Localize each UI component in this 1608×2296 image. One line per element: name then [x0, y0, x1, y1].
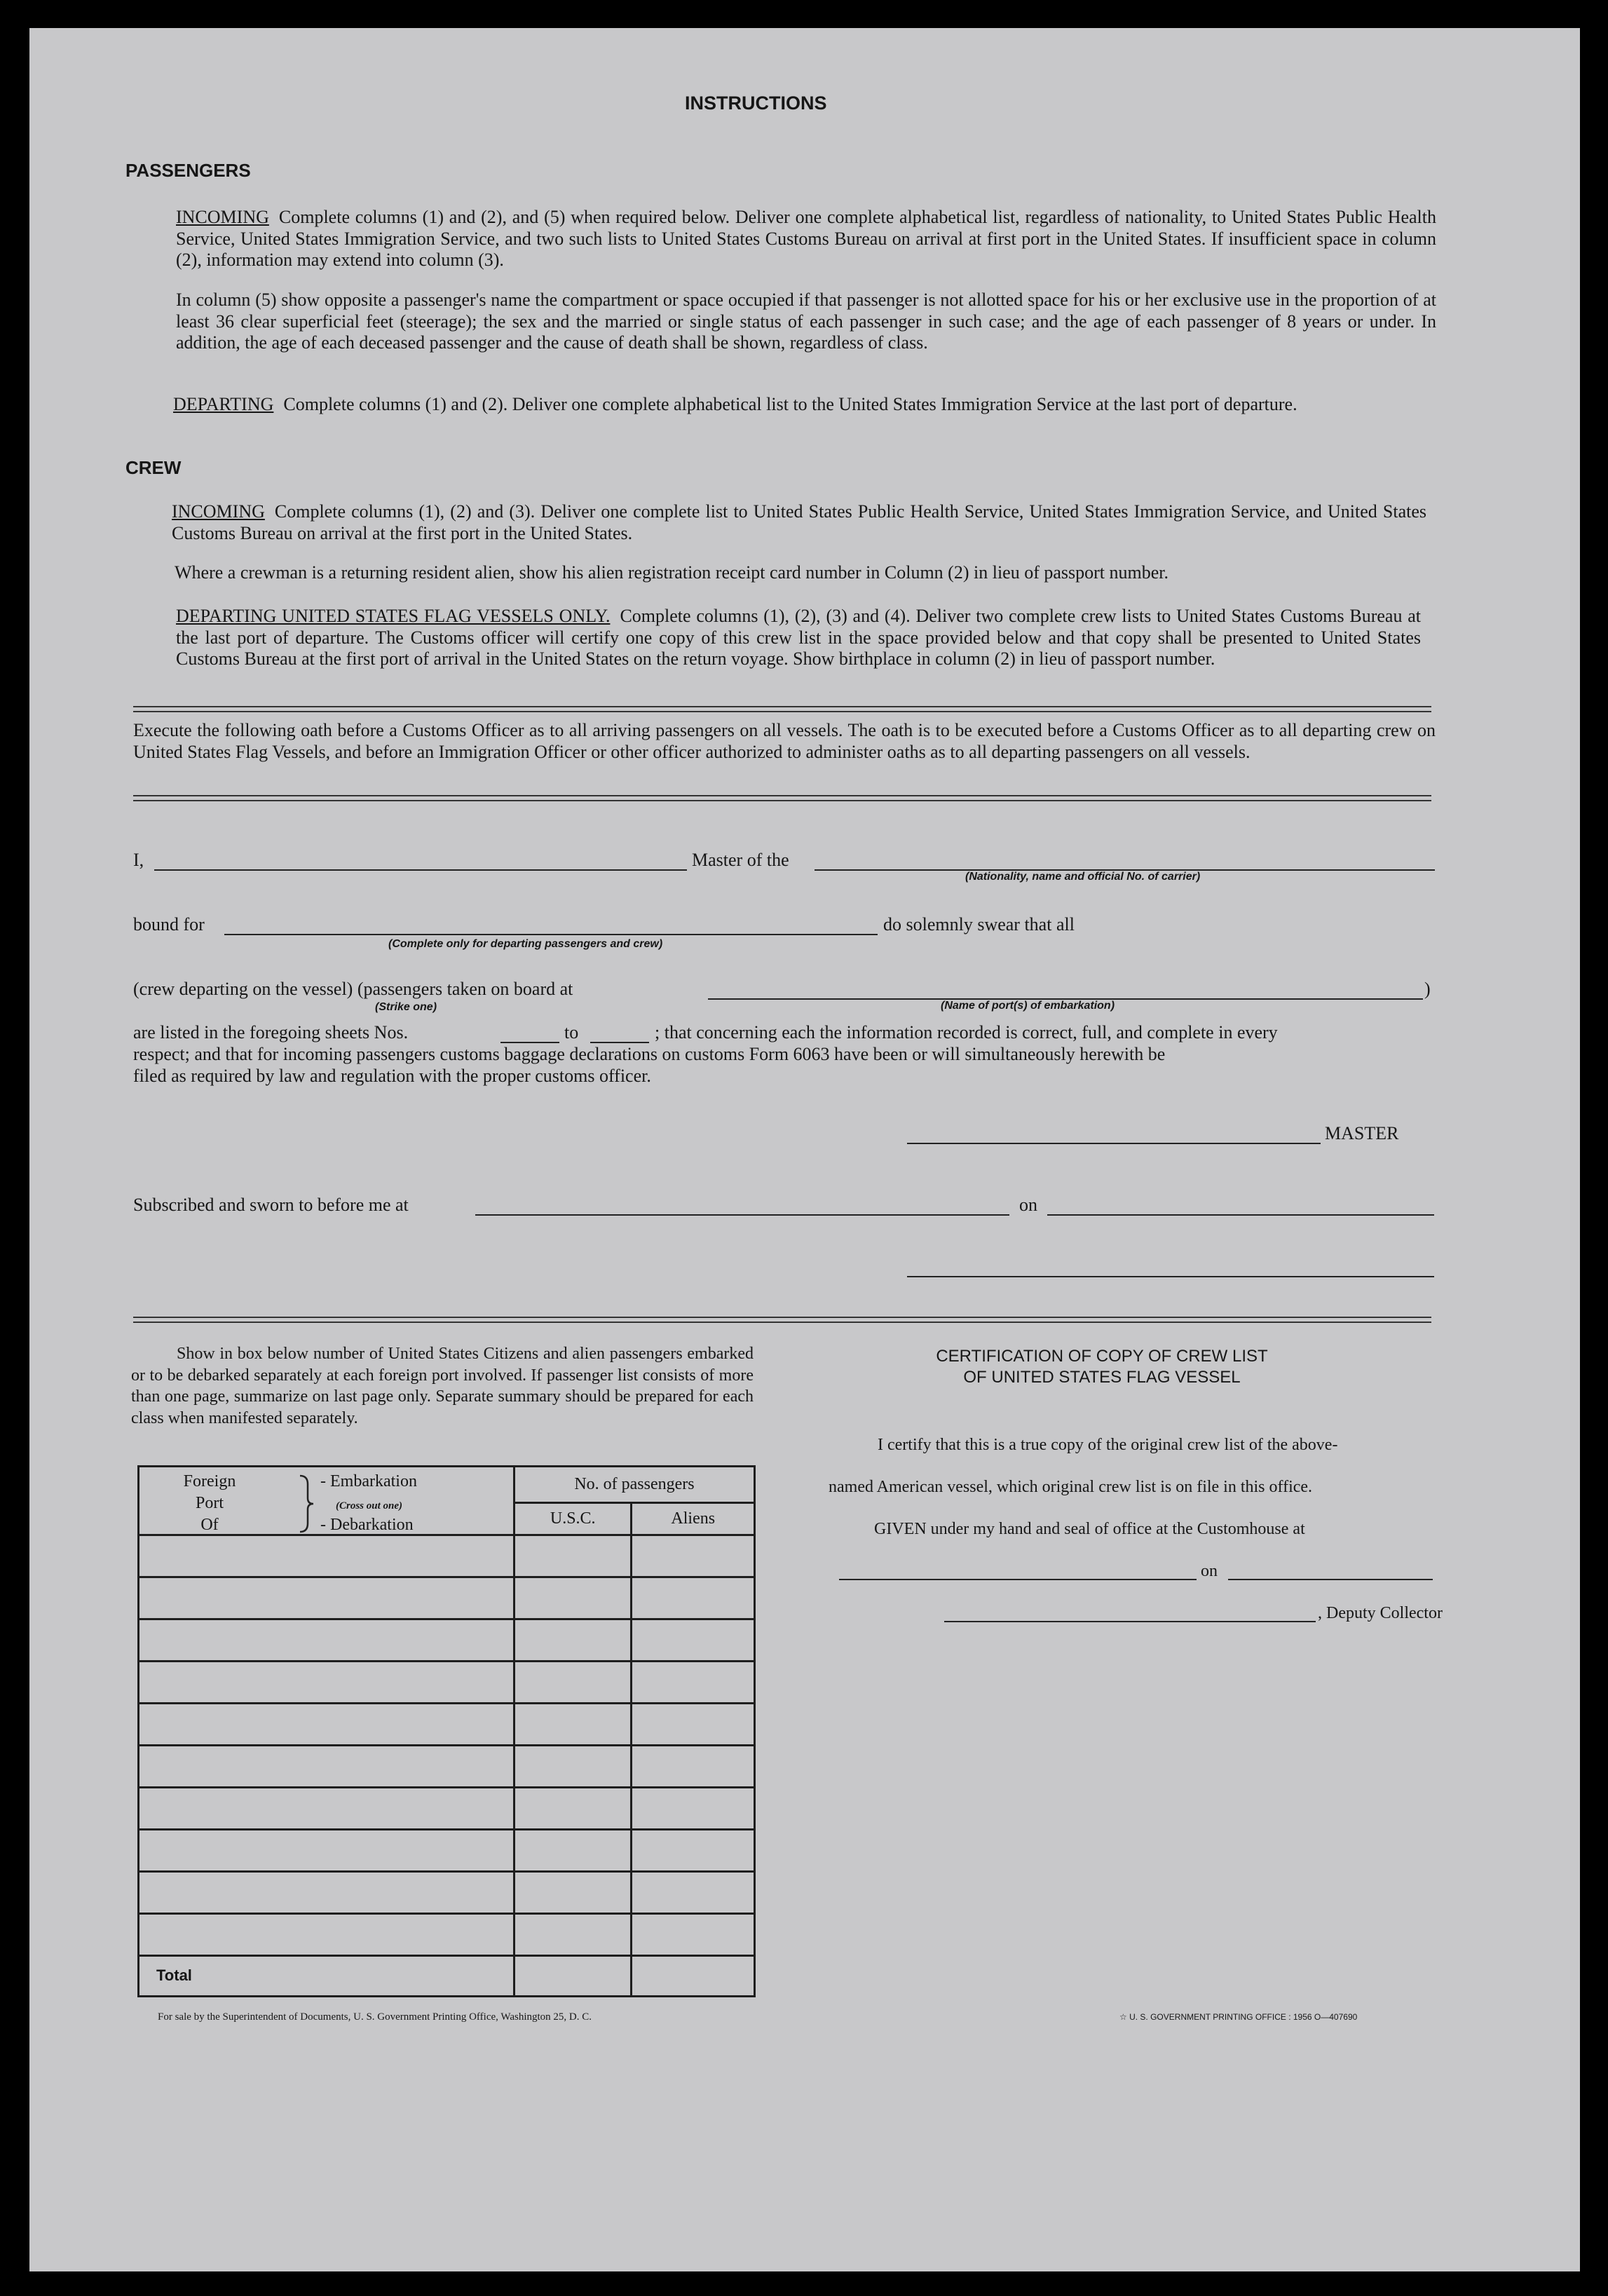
certification-given: GIVEN under my hand and seal of office at the Customhouse at	[874, 1520, 1305, 1538]
table-row	[139, 1788, 755, 1830]
certification-on-label: on	[1201, 1562, 1218, 1580]
crew-incoming-block	[172, 501, 1426, 544]
usc-cell[interactable]	[514, 1914, 632, 1956]
close-paren: )	[1424, 979, 1431, 999]
bound-caption: (Complete only for departing passengers and crew)	[388, 938, 663, 950]
subscribed-label: Subscribed and sworn to before me at	[133, 1195, 409, 1215]
certification-title-2: OF UNITED STATES FLAG VESSEL	[963, 1368, 1241, 1387]
passengers-column5-text: In column (5) show opposite a passenger's name the compartment or space occupied if that passenger is not allotted space for his or her exclusive use in the proportion of at least 36 clear superficial feet (steerage); the sex and the married or single status of each passenger in such case; and the age of each passenger of 8 years or under. In addition, the age of each deceased passenger and the cause of death shall be shown, regardless of class.	[176, 290, 1436, 353]
aliens-cell[interactable]	[632, 1746, 755, 1788]
passengers-incoming-text: Complete columns (1) and (2), and (5) when required below. Deliver one complete alphabetical list, regardless of nationality, to United States Public Health Service, United States Immigration Service, and two such lists to United States Customs Bureau on arrival at first port in the United States. If insufficient space in column (2), information may extend into column (3).	[176, 207, 1436, 270]
crew-heading: CREW	[125, 457, 182, 478]
table-row	[139, 1746, 755, 1788]
crew-incoming-text: Complete columns (1), (2) and (3). Deliver one complete list to United States Public Health Service, United States Immigration Service, and United States Customs Bureau on arrival at the first port in the United States.	[172, 501, 1426, 543]
bound-for-label: bound for	[133, 914, 205, 935]
sworn-place-field[interactable]	[475, 1214, 1009, 1216]
aliens-cell[interactable]	[632, 1914, 755, 1956]
to-label: to	[564, 1022, 579, 1042]
certification-date-field[interactable]	[1228, 1579, 1433, 1580]
crew-departing-label: DEPARTING UNITED STATES FLAG VESSELS ONLY.	[176, 606, 611, 626]
total-label: Total	[156, 1966, 192, 1984]
section-divider	[133, 706, 1431, 712]
aliens-cell[interactable]	[632, 1619, 755, 1662]
crew-resident-text: Where a crewman is a returning resident alien, show his alien registration receipt card number in Column (2) in lieu of passport number.	[175, 562, 1169, 583]
officer-signature-field[interactable]	[907, 1276, 1434, 1277]
usc-cell[interactable]	[514, 1788, 632, 1830]
passengers-incoming-label: INCOMING	[176, 207, 269, 227]
table-row	[139, 1662, 755, 1704]
table-row	[139, 1830, 755, 1872]
form-sheet	[29, 28, 1580, 2271]
crew-passengers-label: (crew departing on the vessel) (passengers taken on board at	[133, 979, 573, 999]
port-cell[interactable]	[139, 1535, 515, 1577]
sworn-date-field[interactable]	[1047, 1214, 1434, 1216]
usc-cell[interactable]	[514, 1535, 632, 1577]
sheet-from-field[interactable]	[500, 1042, 559, 1043]
passengers-departing-text: Complete columns (1) and (2). Deliver one complete alphabetical list to the United States Immigration Service at the last port of departure.	[283, 394, 1297, 414]
aliens-cell[interactable]	[632, 1704, 755, 1746]
foreign-port-header	[139, 1467, 515, 1535]
usc-cell[interactable]	[514, 1704, 632, 1746]
of-label: Of	[200, 1516, 219, 1534]
oath-instructions: Execute the following oath before a Customs Officer as to all arriving passengers on all vessels. The oath is to be executed before a Customs Officer as to all departing crew on United States Flag Vessels, and before an Immigration Officer or other officer authorized to administer oaths as to all departing passengers on all vessels.	[133, 720, 1436, 762]
usc-cell[interactable]	[514, 1619, 632, 1662]
table-row	[139, 1577, 755, 1619]
port-label: Port	[195, 1494, 224, 1512]
aliens-header: Aliens	[632, 1503, 755, 1535]
listed-continued: ; that concerning each the information recorded is correct, full, and complete in every	[655, 1022, 1278, 1042]
table-row	[139, 1914, 755, 1956]
usc-cell[interactable]	[514, 1577, 632, 1619]
aliens-cell[interactable]	[632, 1830, 755, 1872]
port-cell[interactable]	[139, 1830, 515, 1872]
passengers-departing-label: DEPARTING	[173, 394, 274, 414]
embarkation-label: - Embarkation	[320, 1472, 417, 1490]
page-title: INSTRUCTIONS	[685, 93, 827, 114]
aliens-cell[interactable]	[632, 1535, 755, 1577]
cross-out-caption: (Cross out one)	[336, 1500, 403, 1512]
strike-one-caption: (Strike one)	[375, 1001, 437, 1013]
passengers-heading: PASSENGERS	[125, 160, 251, 181]
footer-printing-office: ☆ U. S. GOVERNMENT PRINTING OFFICE : 1956 O—407690	[1119, 2012, 1358, 2022]
total-usc-cell[interactable]	[514, 1956, 632, 1997]
section-divider	[133, 1317, 1431, 1323]
swear-label: do solemnly swear that all	[883, 914, 1075, 935]
master-of-label: Master of the	[692, 850, 789, 870]
summary-instructions: Show in box below number of United States Citizens and alien passengers embarked or to be debarked separately at each foreign port involved. If passenger list consists of more than one page, summarize on last page only. Separate summary should be prepared for each class when manifested separately.	[131, 1345, 754, 1427]
usc-cell[interactable]	[514, 1746, 632, 1788]
passenger-summary-table	[137, 1465, 756, 1997]
port-cell[interactable]	[139, 1914, 515, 1956]
crew-departing-text: Complete columns (1), (2), (3) and (4). Deliver two complete crew lists to United States Customs Bureau at the last port of departure. The Customs officer will certify one copy of this crew list in the space provided below and that copy shall be presented to United States Customs Bureau at the first port of arrival in the United States on the return voyage. Show birthplace in column (2) in lieu of passport number.	[176, 606, 1422, 669]
footer-sale-note: For sale by the Superintendent of Documents, U. S. Government Printing Office, Washington 25, D. C.	[158, 2011, 592, 2023]
aliens-cell[interactable]	[632, 1577, 755, 1619]
certification-text-2: named American vessel, which original crew list is on file in this office.	[829, 1478, 1313, 1496]
port-caption: (Name of port(s) of embarkation)	[941, 1000, 1115, 1012]
passengers-incoming-block	[176, 207, 1436, 271]
total-aliens-cell[interactable]	[632, 1956, 755, 1997]
port-cell[interactable]	[139, 1788, 515, 1830]
brace-icon	[298, 1474, 316, 1533]
usc-cell[interactable]	[514, 1662, 632, 1704]
port-cell[interactable]	[139, 1662, 515, 1704]
port-cell[interactable]	[139, 1619, 515, 1662]
certification-text-1: I certify that this is a true copy of the original crew list of the above-	[878, 1436, 1338, 1454]
aliens-cell[interactable]	[632, 1788, 755, 1830]
certification-title-1: CERTIFICATION OF COPY OF CREW LIST	[936, 1347, 1268, 1366]
crew-departing-block	[176, 606, 1421, 670]
sheet-to-field[interactable]	[590, 1042, 649, 1043]
usc-header: U.S.C.	[514, 1503, 632, 1535]
master-signature-field[interactable]	[907, 1143, 1321, 1144]
no-passengers-header: No. of passengers	[514, 1467, 754, 1503]
usc-cell[interactable]	[514, 1872, 632, 1914]
usc-cell[interactable]	[514, 1830, 632, 1872]
table-row	[139, 1704, 755, 1746]
crew-incoming-label: INCOMING	[172, 501, 265, 522]
deputy-signature-field[interactable]	[944, 1621, 1316, 1622]
passengers-departing-block	[173, 394, 1436, 416]
foreign-label: Foreign	[183, 1472, 236, 1490]
section-divider	[133, 795, 1431, 801]
bound-for-field[interactable]	[224, 934, 878, 935]
port-cell[interactable]	[139, 1577, 515, 1619]
master-label: MASTER	[1325, 1123, 1399, 1143]
oath-line-3: filed as required by law and regulation with the proper customs officer.	[133, 1066, 651, 1086]
aliens-cell[interactable]	[632, 1872, 755, 1914]
customhouse-field[interactable]	[839, 1579, 1197, 1580]
port-cell[interactable]	[139, 1704, 515, 1746]
table-row	[139, 1535, 755, 1577]
port-cell[interactable]	[139, 1872, 515, 1914]
master-name-field[interactable]	[154, 869, 687, 871]
oath-line-2: respect; and that for incoming passengers customs baggage declarations on customs Form 6063 have been or will simultaneously herewith be	[133, 1044, 1166, 1064]
port-cell[interactable]	[139, 1746, 515, 1788]
aliens-cell[interactable]	[632, 1662, 755, 1704]
deputy-collector-label: , Deputy Collector	[1318, 1604, 1443, 1622]
debarkation-label: - Debarkation	[320, 1516, 414, 1534]
table-row	[139, 1619, 755, 1662]
sworn-on-label: on	[1019, 1195, 1037, 1215]
oath-i-label: I,	[133, 850, 144, 870]
table-row	[139, 1872, 755, 1914]
total-row-label	[139, 1956, 515, 1997]
listed-label: are listed in the foregoing sheets Nos.	[133, 1022, 409, 1042]
carrier-caption: (Nationality, name and official No. of carrier)	[965, 871, 1201, 883]
